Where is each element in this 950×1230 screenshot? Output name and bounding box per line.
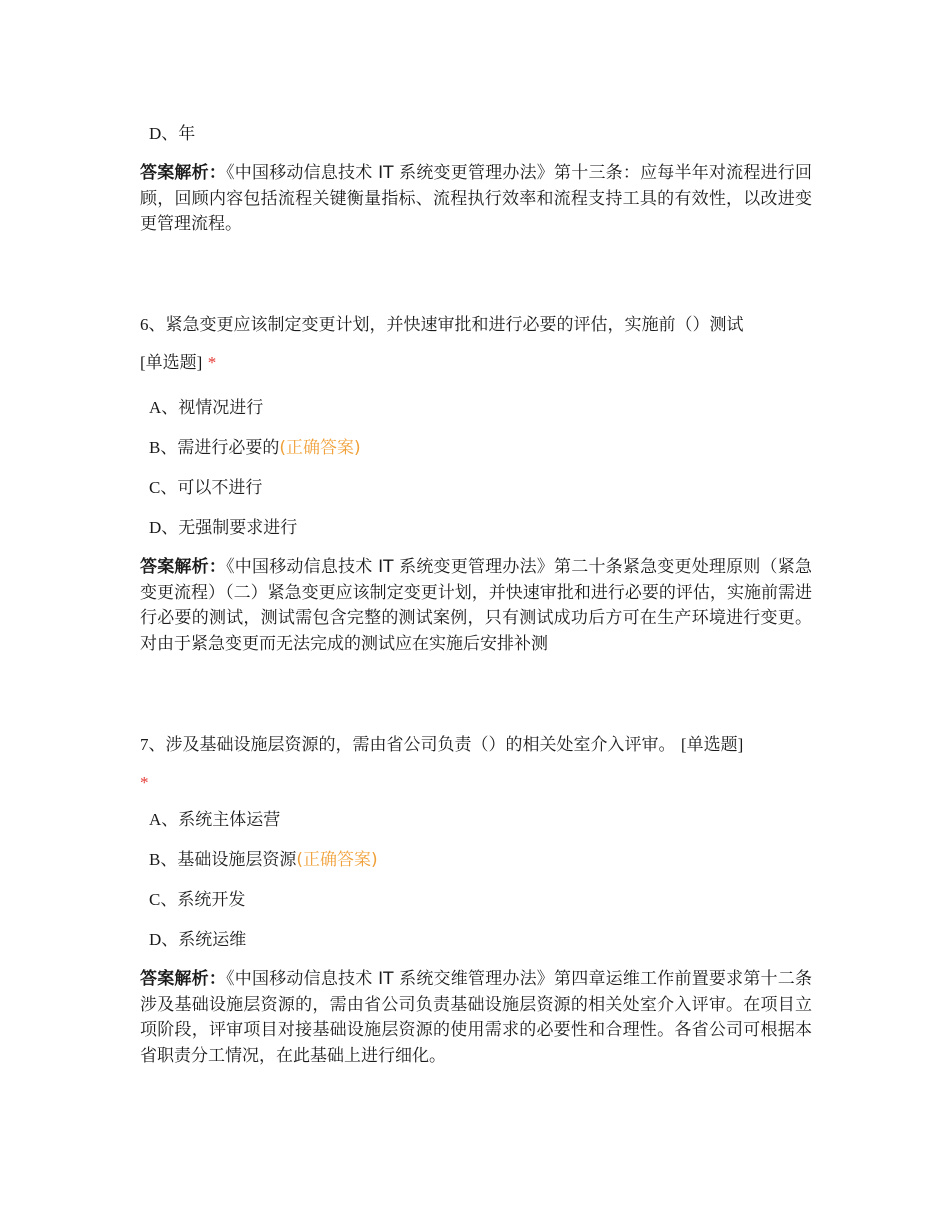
question-7-analysis	[140, 967, 812, 1069]
option-label: A、	[149, 398, 179, 417]
question-7-option-d	[149, 928, 246, 952]
required-star: *	[207, 353, 217, 372]
question-6-option-a	[149, 396, 263, 420]
option-d	[149, 122, 195, 146]
option-text: 系统开发	[177, 890, 246, 910]
option-text: 视情况进行	[178, 398, 264, 418]
question-6-title	[140, 306, 812, 382]
question-number: 6、	[140, 315, 166, 334]
option-label: C、	[149, 890, 178, 909]
option-label: D、	[149, 124, 179, 143]
analysis-text: 《中国移动信息技术 IT 系统交维管理办法》第四章运维工作前置要求第十二条涉及基础设施层资源的，需由省公司负责基础设施层资源的相关处室介入评审。在项目立项阶段，评审项目对接基础设施层资源的使用需求的必要性和合理性。各省公司可根据本省职责分工情况，在此基础上进行细化。	[140, 969, 812, 1066]
question-7-option-b	[149, 848, 378, 872]
option-text: 系统主体运营	[178, 810, 281, 830]
correct-answer-tag: (正确答案)	[296, 850, 378, 870]
analysis-label: 答案解析：	[140, 969, 227, 989]
correct-answer-tag: (正确答案)	[279, 438, 361, 458]
option-text: 基础设施层资源	[177, 850, 297, 870]
question-7-option-c	[149, 888, 245, 912]
analysis-label: 答案解析：	[140, 163, 227, 183]
option-text: 年	[178, 124, 196, 144]
question-6-option-b	[149, 436, 361, 460]
question-6-option-c	[149, 476, 262, 500]
option-label: B、	[149, 850, 178, 869]
analysis-text: 《中国移动信息技术 IT 系统变更管理办法》第十三条：应每半年对流程进行回顾，回顾内容包括流程关键衡量指标、流程执行效率和流程支持工具的有效性，以改进变更管理流程。	[140, 163, 812, 234]
option-label: D、	[149, 518, 179, 537]
option-label: A、	[149, 810, 179, 829]
option-text: 需进行必要的	[177, 438, 280, 458]
answer-analysis	[140, 161, 812, 238]
question-type: [单选题]	[680, 735, 744, 754]
question-6-analysis	[140, 555, 812, 657]
question-7-option-a	[149, 808, 280, 832]
option-label: C、	[149, 478, 178, 497]
question-number: 7、	[140, 735, 166, 754]
analysis-label: 答案解析：	[140, 557, 227, 577]
option-text: 无强制要求进行	[178, 518, 298, 538]
option-label: D、	[149, 930, 179, 949]
question-7-title	[140, 726, 812, 802]
option-text: 可以不进行	[177, 478, 263, 498]
question-stem: 紧急变更应该制定变更计划，并快速审批和进行必要的评估，实施前（）测试	[165, 315, 744, 335]
option-text: 系统运维	[178, 930, 247, 950]
question-stem: 涉及基础设施层资源的，需由省公司负责（）的相关处室介入评审。	[165, 735, 676, 755]
question-type: [单选题]	[140, 353, 203, 372]
question-6-option-d	[149, 516, 297, 540]
analysis-text: 《中国移动信息技术 IT 系统变更管理办法》第二十条紧急变更处理原则（紧急变更流程）（二）紧急变更应该制定变更计划，并快速审批和进行必要的评估，实施前需进行必要的测试，测试需包含完整的测试案例，只有测试成功后方可在生产环境进行变更。对由于紧急变更而无法完成的测试应在实施后安排补测	[140, 557, 812, 654]
required-star: *	[140, 773, 149, 792]
option-label: B、	[149, 438, 178, 457]
